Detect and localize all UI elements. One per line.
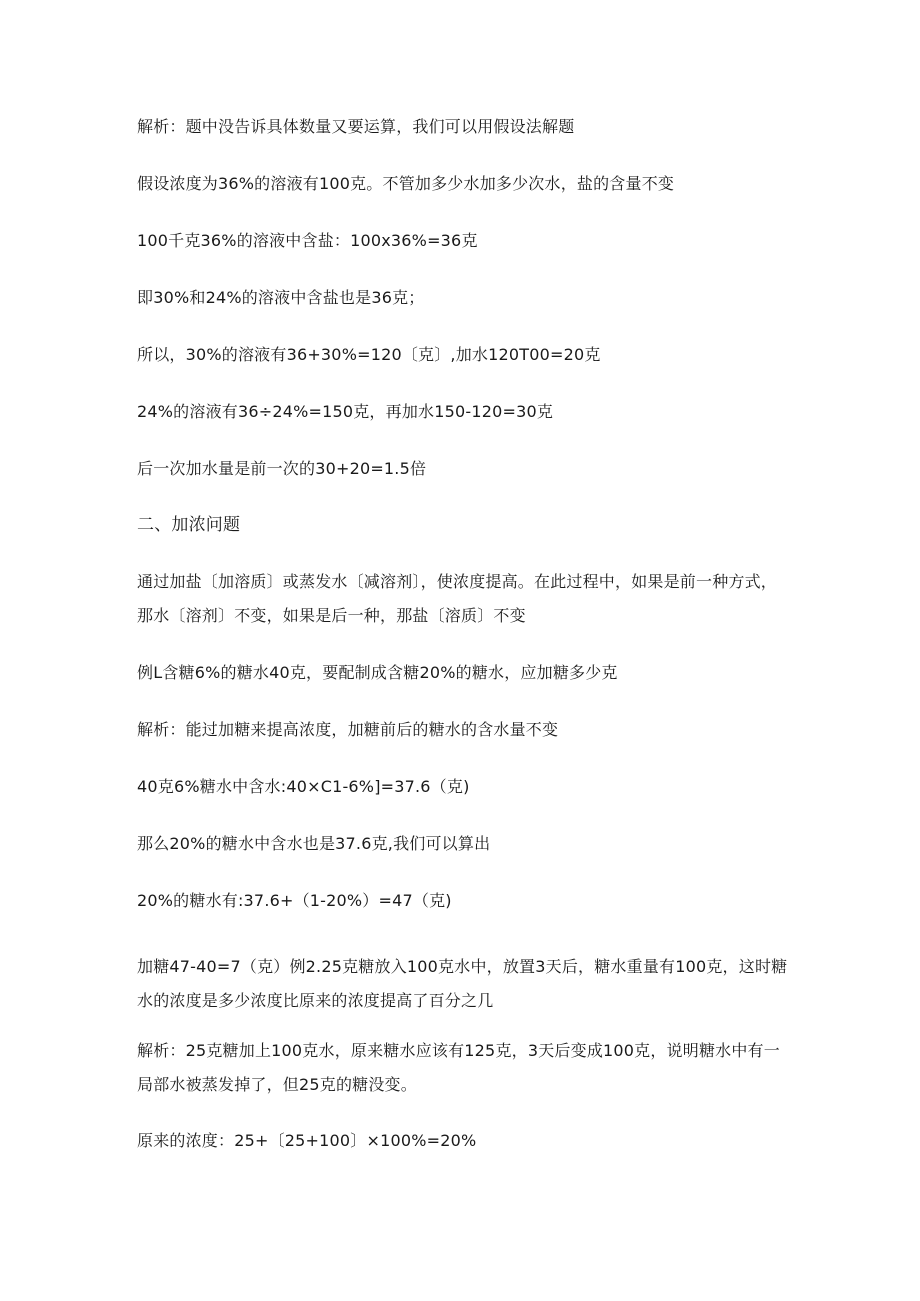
text-line-analysis-1: 解析：题中没告诉具体数量又要运算，我们可以用假设法解题: [137, 117, 575, 136]
text-line-sugar-water: 20%的糖水有:37.6+（1-20%）=47（克): [137, 891, 452, 910]
text-line-analysis-2: 解析：能过加糖来提高浓度，加糖前后的糖水的含水量不变: [137, 720, 559, 739]
text-line-example-1: 例L含糖6%的糖水40克，要配制成含糖20%的糖水，应加糖多少克: [137, 663, 618, 682]
paragraph-analysis-3: 解析：25克糖加上100克水，原来糖水应该有125克，3天后变成100克，说明糖水中有一局部水被蒸发掉了，但25克的糖没变。: [137, 1041, 780, 1094]
text-line-water-content: 40克6%糖水中含水:40×C1-6%]=37.6（克): [137, 777, 470, 796]
text-line-salt-content: 100千克36%的溶液中含盐：100x36%=36克: [137, 231, 478, 250]
text-line-assumption: 假设浓度为36%的溶液有100克。不管加多少水加多少次水，盐的含量不变: [137, 174, 675, 193]
section-heading: 二、加浓问题: [137, 515, 241, 535]
text-line-original-concentration: 原来的浓度：25+〔25+100〕×100%=20%: [137, 1131, 477, 1150]
text-line-water-also: 那么20%的糖水中含水也是37.6克,我们可以算出: [137, 834, 491, 853]
text-line-ratio: 后一次加水量是前一次的30+20=1.5倍: [137, 459, 427, 478]
text-line-24-percent: 24%的溶液有36÷24%=150克，再加水150-120=30克: [137, 402, 554, 421]
text-line-salt-also: 即30%和24%的溶液中含盐也是36克；: [137, 288, 425, 307]
text-line-30-percent: 所以，30%的溶液有36+30%=120〔克〕,加水120T00=20克: [137, 345, 601, 364]
paragraph-example-2: 加糖47-40=7（克）例2.25克糖放入100克水中，放置3天后，糖水重量有100克，这时糖水的浓度是多少浓度比原来的浓度提高了百分之几: [137, 957, 788, 1010]
paragraph-intro: 通过加盐〔加溶质〕或蒸发水〔减溶剂〕，使浓度提高。在此过程中，如果是前一种方式，那水〔溶剂〕不变，如果是后一种，那盐〔溶质〕不变: [137, 572, 778, 625]
